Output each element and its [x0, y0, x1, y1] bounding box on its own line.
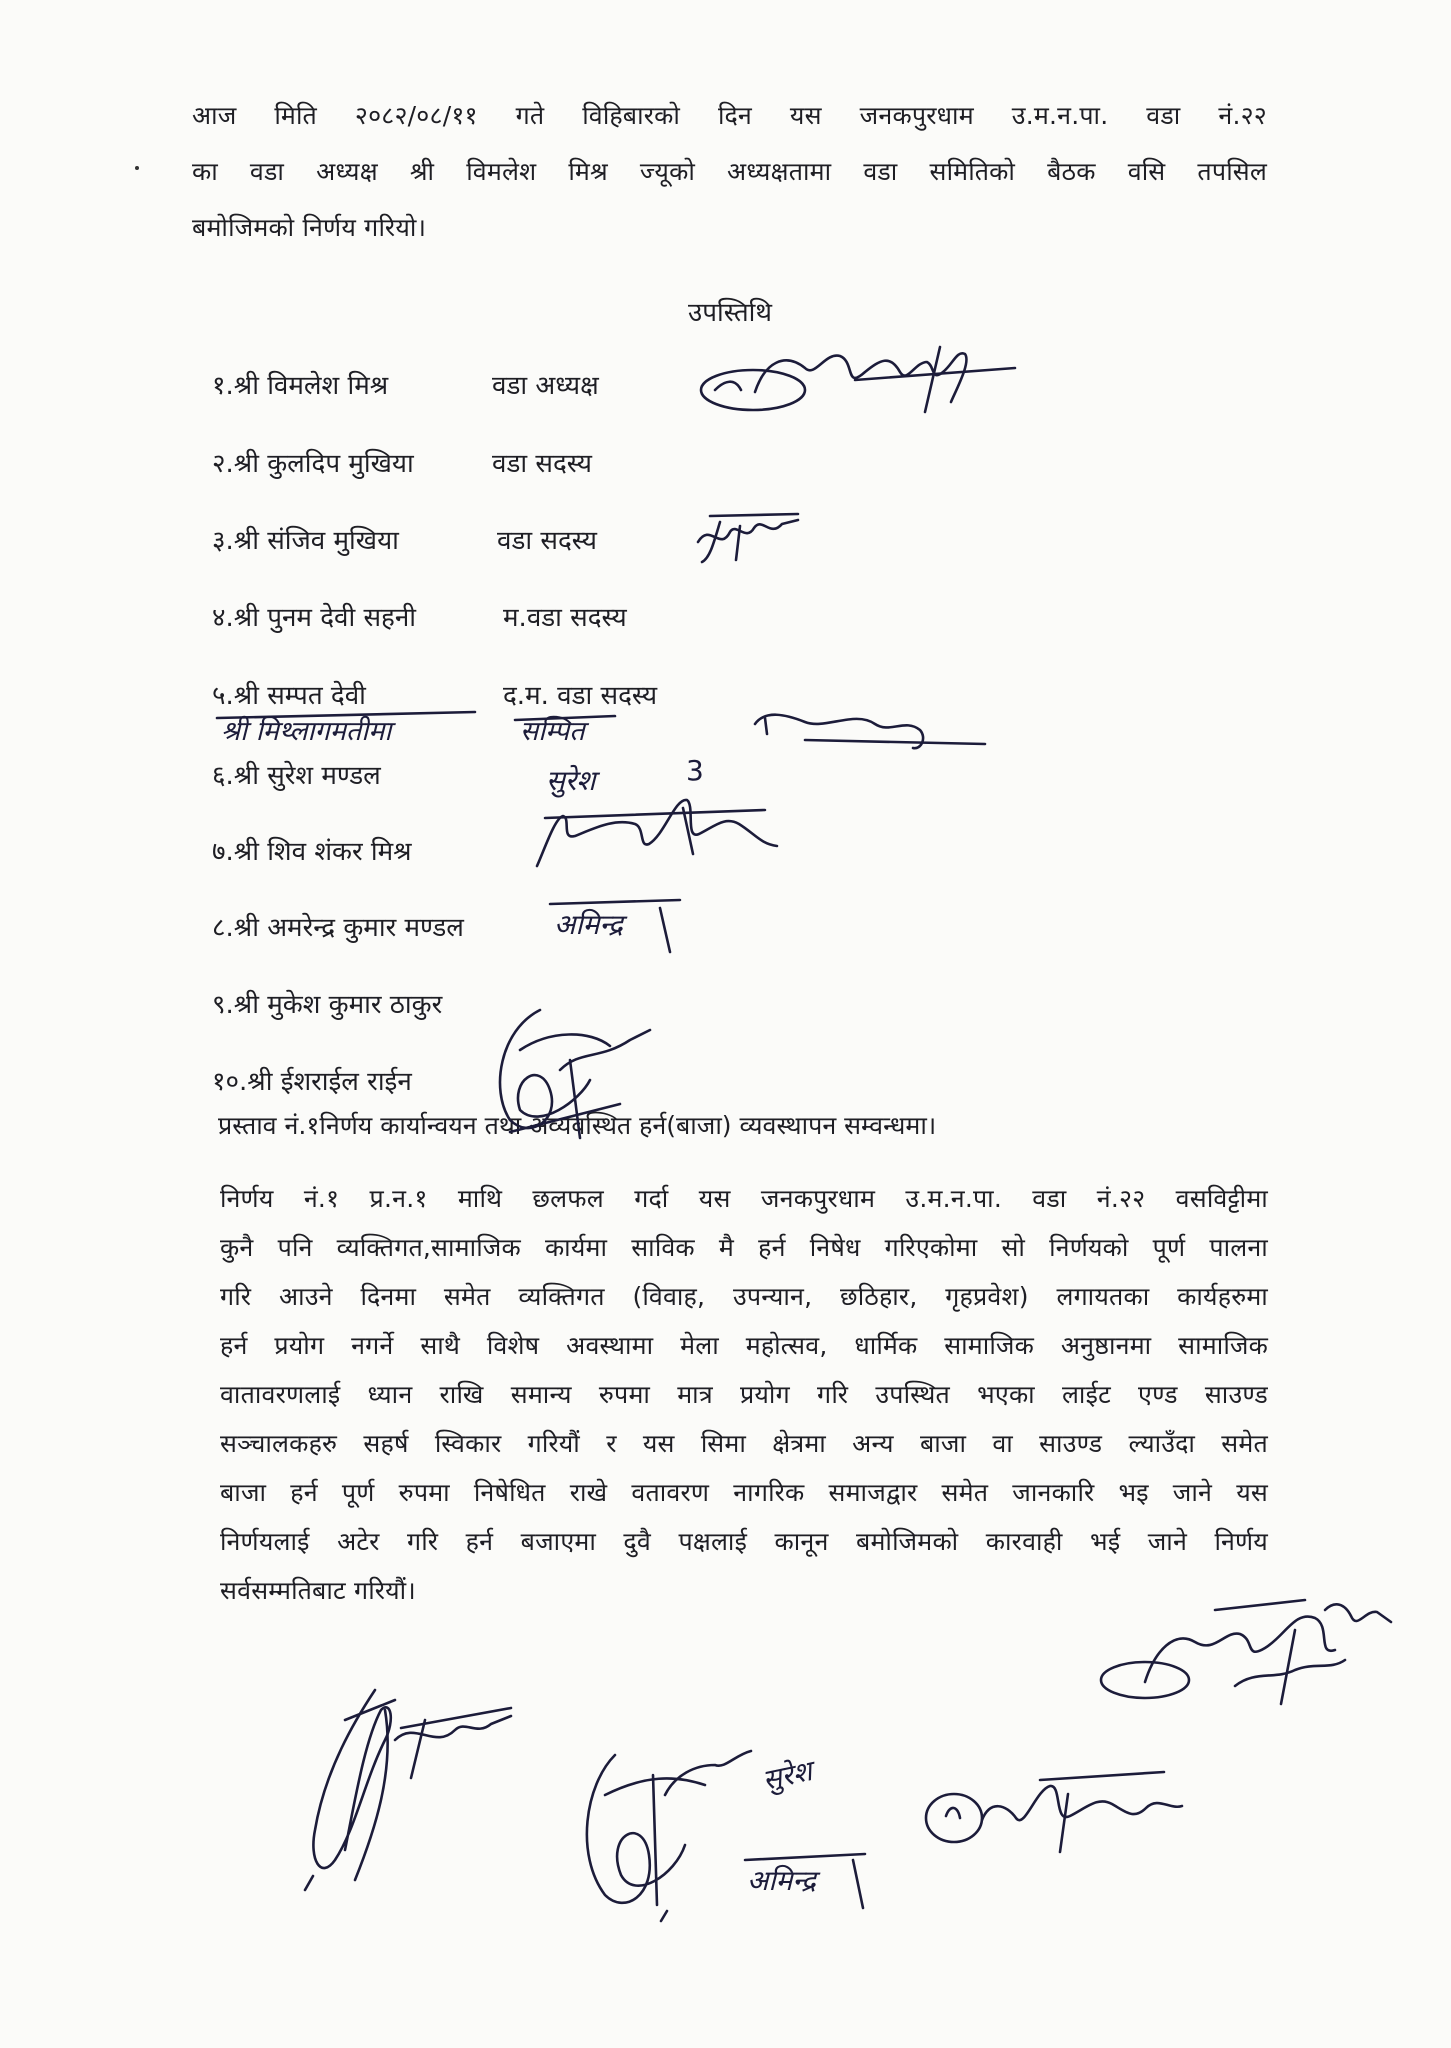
decision-line: सर्वसम्मतिबाट गरियौं।	[220, 1576, 416, 1605]
decision-line: गरि आउने दिनमा समेत व्यक्तिगत (विवाह, उपन्यान, छठिहार, गृहप्रवेश) लगायतका कार्यहरुमा	[220, 1282, 1268, 1311]
intro-line: बमोजिमको निर्णय गरियो।	[192, 213, 427, 242]
decision-line: वातावरणलाई ध्यान राखि समान्य रुपमा मात्र प्रयोग गरि उपस्थित भएका लाईट एण्ड साउण्ड	[220, 1380, 1268, 1409]
attendance-member-name: ७.श्री शिव शंकर मिश्र	[212, 837, 412, 867]
proposal-title: प्रस्ताव नं.१निर्णय कार्यान्वयन तथा अव्यवस्थित हर्न(बाजा) व्यवस्थापन सम्वन्धमा।	[218, 1111, 937, 1140]
signature-chair-bottom	[1095, 1570, 1395, 1710]
handwritten-bottom-suresh: सुरेश	[759, 1754, 815, 1797]
attendance-member-name: ३.श्री संजिव मुखिया	[212, 526, 399, 556]
handwritten-amarendra-signature: अमिन्द्र	[554, 908, 623, 941]
attendance-member-name: ६.श्री सुरेश मण्डल	[212, 761, 381, 791]
attendance-member-role: म.वडा सदस्य	[503, 603, 627, 633]
attendance-member-name: २.श्री कुलदिप मुखिया	[212, 449, 414, 479]
attendance-member-role: वडा अध्यक्ष	[492, 371, 599, 401]
attendance-member-name: ९.श्री मुकेश कुमार ठाकुर	[212, 990, 443, 1020]
decision-line: हर्न प्रयोग नगर्ने साथै विशेष अवस्थामा मेला महोत्सव, धार्मिक सामाजिक अनुष्ठानमा सामाजिक	[220, 1331, 1268, 1360]
attendance-member-name: ५.श्री सम्पत देवी	[212, 681, 366, 711]
decision-line: कुनै पनि व्यक्तिगत,सामाजिक कार्यमा साविक मै हर्न निषेध गरिएकोमा सो निर्णयको पूर्ण पालना	[220, 1233, 1268, 1262]
margin-dot	[135, 166, 139, 170]
intro-line: का वडा अध्यक्ष श्री विमलेश मिश्र ज्यूको अध्यक्षतामा वडा समितिको बैठक वसि तपसिल	[192, 157, 1267, 186]
attendance-title: उपस्तिथि	[688, 298, 773, 328]
signature-bottom-ishrail	[565, 1735, 755, 1925]
attendance-member-role: वडा सदस्य	[497, 526, 597, 556]
handwritten-extra-name: श्री मिथ्लागमतीमा	[221, 716, 392, 747]
signature-ishrail	[480, 1000, 660, 1150]
handwritten-suresh-signature: सुरेश	[546, 764, 596, 797]
handwritten-sampat-signature: सम्पित	[520, 716, 585, 747]
intro-line: आज मिति २०८२/०८/११ गते विहिबारको दिन यस जनकपुरधाम उ.म.न.पा. वडा नं.२२	[192, 101, 1267, 130]
handwritten-suresh-mark: 3	[686, 754, 704, 787]
attendance-member-name: १.श्री विमलेश मिश्र	[212, 371, 389, 401]
attendance-member-name: ८.श्री अमरेन्द्र कुमार मण्डल	[212, 913, 464, 943]
signature-bottom-suresh-amarendra	[745, 1740, 885, 1920]
signature-sampat	[745, 700, 995, 760]
decision-line: बाजा हर्न पूर्ण रुपमा निषेधित राखे वतावरण नागरिक समाजद्वार समेत जानकारि भइ जाने यस	[220, 1478, 1268, 1507]
signature-sanjiv	[690, 502, 810, 572]
attendance-member-name: ४.श्री पुनम देवी सहनी	[212, 603, 417, 633]
signature-amarendra	[550, 888, 690, 958]
attendance-member-name: १०.श्री ईशराईल राईन	[212, 1067, 412, 1097]
handwritten-bottom-amarendra: अमिन्द्र	[747, 1864, 816, 1897]
decision-line: सञ्चालकहरु सहर्ष स्विकार गरियौं र यस सिमा क्षेत्रमा अन्य बाजा वा साउण्ड ल्याउँदा समेत	[220, 1429, 1268, 1458]
attendance-member-role: वडा सदस्य	[492, 449, 592, 479]
signature-shiv-shankar	[515, 788, 795, 878]
decision-line: निर्णय नं.१ प्र.न.१ माथि छलफल गर्दा यस जनकपुरधाम उ.म.न.पा. वडा नं.२२ वसविट्टीमा	[220, 1184, 1268, 1213]
signature-bottom-shiv-shankar	[920, 1760, 1200, 1860]
signature-bottom-kuldip	[285, 1680, 515, 1900]
signature-chair	[695, 332, 1035, 422]
decision-line: निर्णयलाई अटेर गरि हर्न बजाएमा दुवै पक्षलाई कानून बमोजिमको कारवाही भई जाने निर्णय	[220, 1527, 1268, 1556]
attendance-member-role: द.म. वडा सदस्य	[503, 681, 658, 711]
